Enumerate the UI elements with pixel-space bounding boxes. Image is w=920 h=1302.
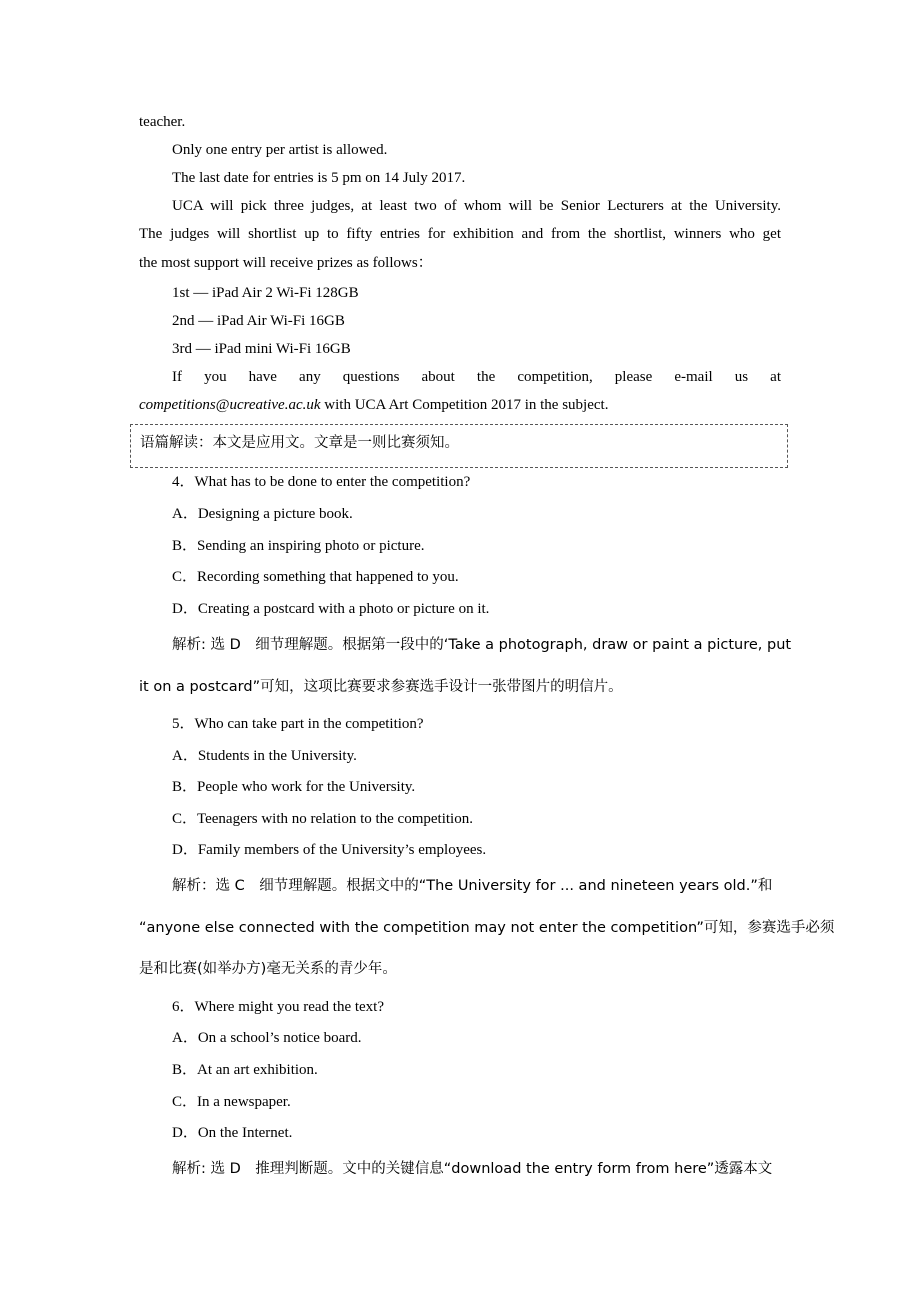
question-5-analysis-line3: 是和比赛(如举办方)毫无关系的青少年。: [139, 961, 397, 977]
question-6-option-c: C．In a newspaper.: [172, 1094, 291, 1110]
summary-box: [130, 424, 788, 468]
question-5-analysis-line2: “anyone else connected with the competition may not enter the competition”可知，参赛选手必须: [139, 920, 835, 936]
judges-text-line2: The judges will shortlist up to fifty entries for exhibition and from the shortlist, winners who get: [139, 226, 781, 242]
contact-email-link[interactable]: competitions@ucreative.ac.uk: [139, 397, 321, 413]
question-5-option-b: B．People who work for the University.: [172, 779, 416, 795]
contact-subject-text: with UCA Art Competition 2017 in the subject.: [320, 397, 609, 413]
question-5-analysis-line1: 解析：选 C 细节理解题。根据文中的“The University for ... and nineteen years old.”和: [172, 878, 773, 894]
judges-text-line1: UCA will pick three judges, at least two of whom will be Senior Lecturers at the University.: [172, 198, 781, 214]
question-6-stem: 6．Where might you read the text?: [172, 999, 385, 1015]
question-6-option-b: B．At an art exhibition.: [172, 1062, 318, 1078]
question-4-analysis-line1: 解析: 选 D 细节理解题。根据第一段中的‘Take a photograph, draw or paint a picture, put: [172, 637, 792, 653]
question-4-option-d: D．Creating a postcard with a photo or picture on it.: [172, 601, 490, 617]
contact-line2: [139, 395, 608, 415]
deadline-text: The last date for entries is 5 pm on 14 July 2017.: [172, 170, 466, 186]
prize-first: 1st — iPad Air 2 Wi-Fi 128GB: [172, 285, 359, 301]
contact-line1: If you have any questions about the competition, please e-mail us at: [172, 369, 781, 385]
question-6-option-a: A．On a school’s notice board.: [172, 1030, 362, 1046]
question-5-option-d: D．Family members of the University’s employees.: [172, 842, 487, 858]
summary-text: 语篇解读：本文是应用文。文章是一则比赛须知。: [140, 435, 459, 451]
passage-continuation: teacher.: [139, 114, 186, 130]
question-4-option-a: A．Designing a picture book.: [172, 506, 353, 522]
question-5-option-c: C．Teenagers with no relation to the competition.: [172, 811, 473, 827]
question-4-option-c: C．Recording something that happened to you.: [172, 569, 459, 585]
question-5-option-a: A．Students in the University.: [172, 748, 357, 764]
rule-one-entry: Only one entry per artist is allowed.: [172, 142, 388, 158]
question-4-analysis-line2: it on a postcard”可知，这项比赛要求参赛选手设计一张带图片的明信片。: [139, 679, 623, 695]
question-4-option-b: B．Sending an inspiring photo or picture.: [172, 538, 425, 554]
question-6-option-d: D．On the Internet.: [172, 1125, 293, 1141]
question-5-stem: 5．Who can take part in the competition?: [172, 716, 424, 732]
judges-text-line3: the most support will receive prizes as follows：: [139, 255, 433, 271]
prize-second: 2nd — iPad Air Wi-Fi 16GB: [172, 313, 345, 329]
question-6-analysis-line1: 解析: 选 D 推理判断题。文中的关键信息“download the entry form from here”透露本文: [172, 1161, 773, 1177]
prize-third: 3rd — iPad mini Wi-Fi 16GB: [172, 341, 351, 357]
question-4-stem: 4．What has to be done to enter the competition?: [172, 474, 471, 490]
